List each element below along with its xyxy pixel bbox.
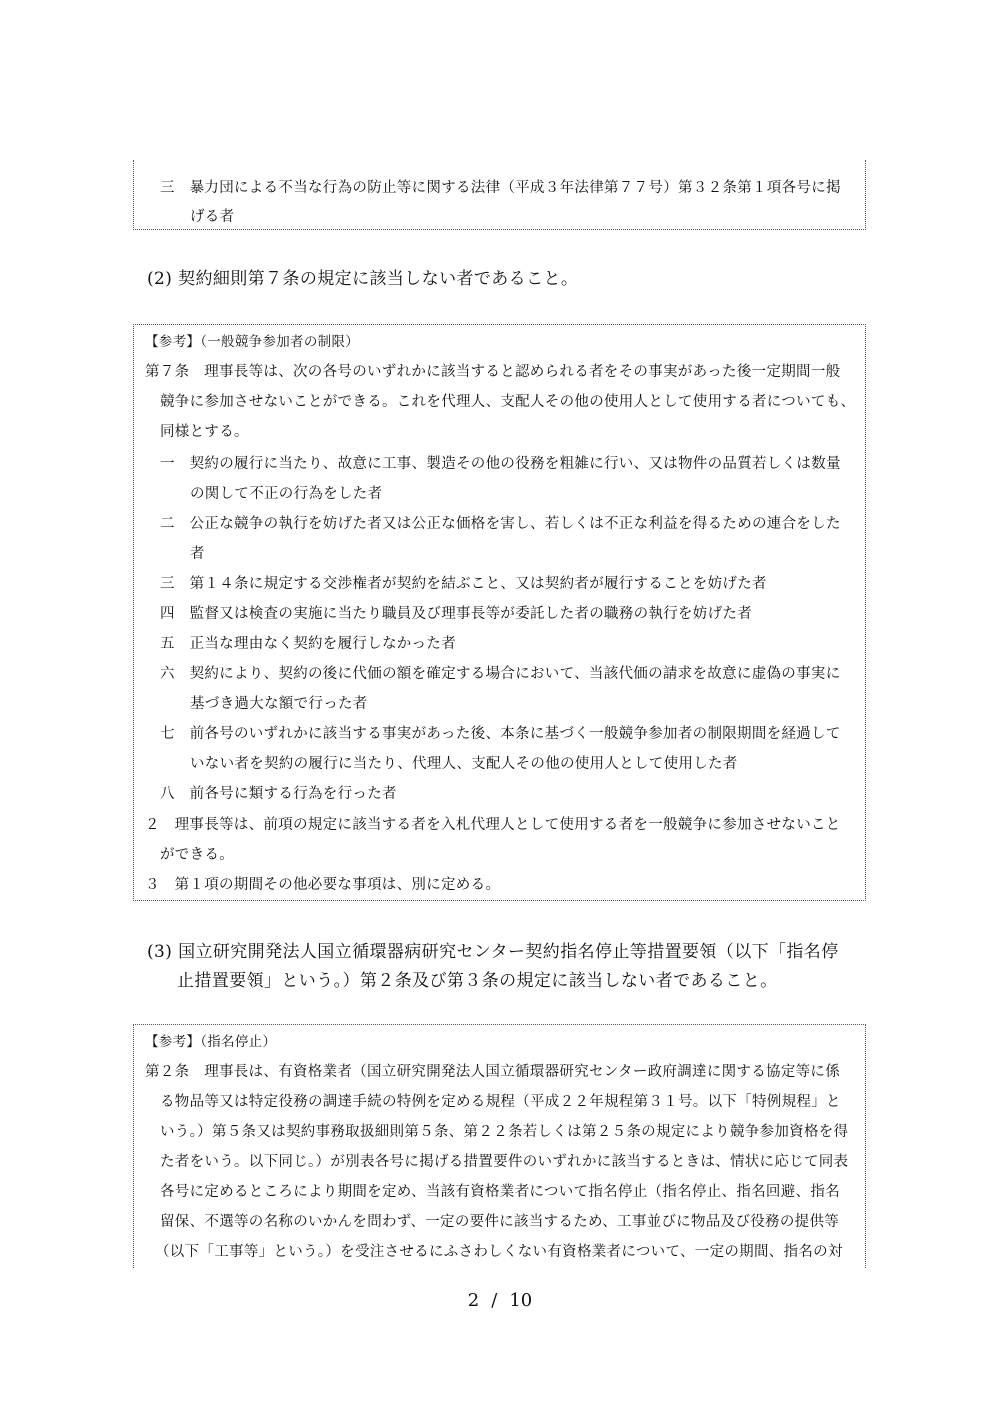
- box-line: （以下「工事等」という。）を受注させるにふさわしくない有資格業者について、一定の期間、指名の対: [155, 1244, 843, 1260]
- box-line: る物品等又は特定役務の調達手続の特例を定める規程（平成２２年規程第３１号。以下「特例規程」と: [160, 1094, 841, 1110]
- section-heading-3-cont: 止措置要領」という。）第２条及び第３条の規定に該当しない者であること。: [177, 971, 778, 991]
- section-heading-2: (2) 契約細則第７条の規定に該当しない者であること。: [147, 269, 579, 289]
- box-line: ２ 理事長等は、前項の規定に該当する者を入札代理人として使用する者を一般競争に参加させないこと: [145, 817, 841, 833]
- box-line: 二 公正な競争の執行を妨げた者又は公正な価格を害し、若しくは不正な利益を得るための連合をした: [160, 516, 841, 532]
- box-line: 八 前各号に類する行為を行った者: [160, 786, 397, 802]
- box-line: 第２条 理事長は、有資格業者（国立研究開発法人国立循環器研究センター政府調達に関する協定等に係: [145, 1064, 841, 1080]
- box-line: 六 契約により、契約の後に代価の額を確定する場合において、当該代価の請求を故意に虚偽の事実に: [160, 666, 841, 682]
- box-line: 者: [190, 546, 205, 562]
- box-line: 留保、不選等の名称のいかんを問わず、一定の要件に該当するため、工事並びに物品及び役務の提供等: [160, 1214, 840, 1230]
- box-line: 同様とする。: [160, 424, 249, 440]
- box-line: 三 第１４条に規定する交渉権者が契約を結ぶこと、又は契約者が履行することを妨げた者: [160, 576, 767, 592]
- box-line: ３ 第１項の期間その他必要な事項は、別に定める。: [145, 877, 501, 893]
- reference-label: 【参考】（指名停止）: [145, 1034, 277, 1050]
- box-line: いない者を契約の履行に当たり、代理人、支配人その他の使用人として使用した者: [190, 756, 738, 772]
- page-indicator: [0, 1290, 1000, 1311]
- total-pages: 10: [509, 1290, 533, 1311]
- reference-label: 【参考】（一般競争参加者の制限）: [145, 334, 360, 350]
- box-line: 第７条 理事長等は、次の各号のいずれかに該当すると認められる者をその事実があった後一定期間一般: [145, 364, 841, 380]
- box-line: 競争に参加させないことができる。これを代理人、支配人その他の使用人として使用する者についても、: [160, 394, 856, 410]
- box-line: げる者: [190, 209, 235, 225]
- current-page: 2: [467, 1290, 480, 1311]
- box-line: 各号に定めるところにより期間を定め、当該有資格業者について指名停止（指名停止、指名回避、指名: [160, 1184, 840, 1200]
- box-line: 一 契約の履行に当たり、故意に工事、製造その他の役務を粗雑に行い、又は物件の品質若しくは数量: [160, 456, 841, 472]
- box-line: の関して不正の行為をした者: [190, 486, 383, 502]
- box-line: 三 暴力団による不当な行為の防止等に関する法律（平成３年法律第７７号）第３２条第１項各号に掲: [160, 180, 841, 196]
- box-line: いう。）第５条又は契約事務取扱細則第５条、第２２条若しくは第２５条の規定により競争参加資格を得: [160, 1124, 849, 1140]
- box-line: 基づき過大な額で行った者: [190, 696, 368, 712]
- box-line: た者をいう。以下同じ。）が別表各号に掲げる措置要件のいずれかに該当するときは、情状に応じて同表: [160, 1154, 849, 1170]
- box-line: 七 前各号のいずれかに該当する事実があった後、本条に基づく一般競争参加者の制限期間を経過して: [160, 726, 841, 742]
- section-heading-3: (3) 国立研究開発法人国立循環器病研究センター契約指名停止等措置要領（以下「指名停: [147, 942, 839, 962]
- page-separator: /: [491, 1290, 498, 1311]
- box-line: 四 監督又は検査の実施に当たり職員及び理事長等が委託した者の職務の執行を妨げた者: [160, 606, 752, 622]
- box-line: ができる。: [160, 847, 234, 863]
- box-line: 五 正当な理由なく契約を履行しなかった者: [160, 636, 456, 652]
